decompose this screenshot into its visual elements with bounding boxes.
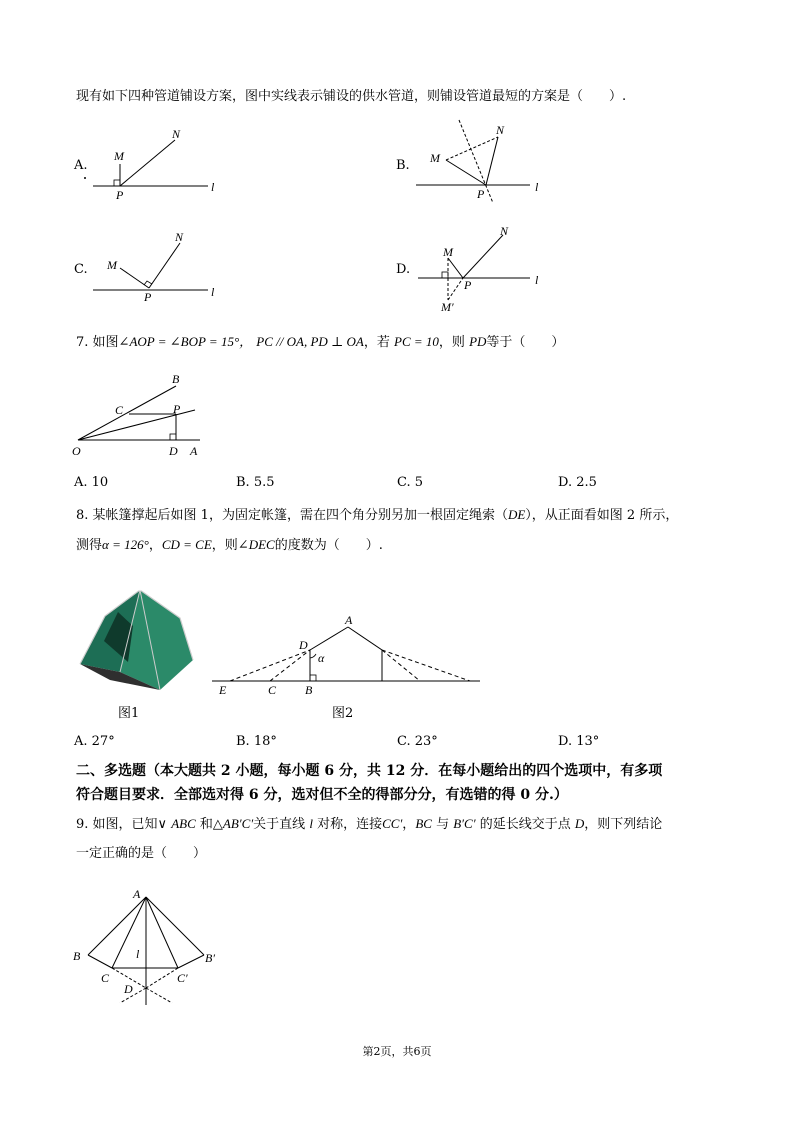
q6-option-d-label[interactable]: D. bbox=[396, 262, 411, 277]
q9-label-c-prime: C′ bbox=[177, 971, 188, 985]
q6a-label-p: P bbox=[116, 188, 124, 202]
fig1-caption: 图1 bbox=[118, 706, 140, 721]
q8-option-a[interactable]: A. 27° bbox=[74, 734, 115, 749]
q6b-label-p: P bbox=[477, 187, 485, 201]
q8-label-b: B bbox=[305, 683, 313, 697]
q9-label-a: A bbox=[133, 887, 141, 901]
q6c-label-m: M bbox=[107, 258, 117, 272]
q7-option-d[interactable]: D. 2.5 bbox=[558, 475, 597, 490]
q8-line1-b: ），从正面看如图 2 所示， bbox=[525, 508, 679, 523]
q6d-label-m-prime: M′ bbox=[441, 300, 454, 314]
q9-line1-abc: ABC bbox=[171, 816, 196, 831]
q6d-label-p: P bbox=[464, 278, 472, 292]
q8-label-a: A bbox=[345, 613, 353, 627]
q9-line1-abc2: △AB′C′ bbox=[212, 816, 254, 831]
q9-line1-cc: CC′ bbox=[382, 816, 403, 831]
q9-label-c: C bbox=[101, 971, 110, 985]
q6b-label-n: N bbox=[496, 123, 505, 137]
q8-option-d[interactable]: D. 13° bbox=[558, 734, 600, 749]
q7-stem-mid: ，若 bbox=[363, 335, 390, 350]
q6c-label-p: P bbox=[144, 290, 152, 304]
q7-label-p: P bbox=[173, 402, 181, 416]
fig2-caption: 图2 bbox=[332, 706, 354, 721]
q9-line1-bc: BC bbox=[415, 816, 432, 831]
q8-line2-d: 的度数为（ ）. bbox=[274, 538, 383, 553]
q7-option-a[interactable]: A. 10 bbox=[74, 475, 109, 490]
q6-option-b-label[interactable]: B. bbox=[396, 158, 410, 173]
q7-stem-math1: ∠AOP = ∠BOP = 15°， bbox=[118, 334, 253, 349]
q9-label-b: B bbox=[73, 949, 81, 963]
q8-option-b[interactable]: B. 18° bbox=[236, 734, 277, 749]
q9-line1-g: 的延长线交于点 bbox=[479, 817, 571, 832]
q8-line2-cd: CD = CE bbox=[161, 537, 212, 552]
q8-label-alpha: α bbox=[318, 651, 325, 665]
q7-label-o: O bbox=[72, 444, 81, 458]
q6d-label-m: M bbox=[443, 245, 453, 259]
q8-label-e: E bbox=[219, 683, 227, 697]
q7-stem-math4: PD bbox=[469, 334, 487, 349]
q6-stem: 现有如下四种管道铺设方案，图中实线表示铺设的供水管道，则铺设管道最短的方案是（ ）. bbox=[76, 89, 627, 104]
q9-line1-e: ， bbox=[402, 817, 416, 832]
q8-line2-angle: ∠DEC bbox=[237, 537, 275, 552]
q6a-label-m: M bbox=[114, 149, 124, 163]
q6-option-a-label[interactable]: A. bbox=[74, 158, 88, 173]
section2-heading-line1: 二、多选题（本大题共 2 小题，每小题 6 分，共 12 分．在每小题给出的四个选项中，有多项 bbox=[76, 763, 663, 779]
q9-line1-bc2: B′C′ bbox=[453, 816, 476, 831]
q7-label-a: A bbox=[190, 444, 198, 458]
q6a-label-l: l bbox=[211, 180, 215, 194]
q9-line1-c: 关于直线 bbox=[253, 817, 306, 832]
q7-stem-prefix: 7. 如图 bbox=[76, 335, 119, 350]
q6d-label-l: l bbox=[535, 273, 539, 287]
q9-line1-a: 9. 如图，已知∨ bbox=[76, 817, 168, 832]
q6b-label-l: l bbox=[535, 180, 539, 194]
q9-line1-h: ，则下列结论 bbox=[584, 817, 663, 832]
q9-line1-f: 与 bbox=[436, 817, 450, 832]
q9-line1-l: l bbox=[309, 816, 313, 831]
q8-line1-a: 8. 某帐篷撑起后如图 1，为固定帐篷，需在四个角分别另加一根固定绳索（ bbox=[76, 508, 508, 523]
page-footer: 第2页，共6页 bbox=[362, 1045, 432, 1058]
q9-label-l: l bbox=[136, 947, 140, 961]
q6c-label-l: l bbox=[211, 285, 215, 299]
q7-label-d: D bbox=[169, 444, 178, 458]
q7-option-c[interactable]: C. 5 bbox=[397, 475, 424, 490]
q7-stem-mid2: ，则 bbox=[438, 335, 465, 350]
q9-label-b-prime: B′ bbox=[205, 951, 215, 965]
q7-label-c: C bbox=[115, 403, 124, 417]
q8-line1-de: DE bbox=[507, 507, 526, 522]
q9-line1-d: 对称，连接 bbox=[317, 817, 383, 832]
q8-line2-c: ，则 bbox=[211, 538, 238, 553]
q8-label-d: D bbox=[299, 638, 308, 652]
q6a-label-n: N bbox=[172, 127, 181, 141]
q6c-label-n: N bbox=[175, 230, 184, 244]
q8-label-c: C bbox=[268, 683, 277, 697]
q6-option-c-label[interactable]: C. bbox=[74, 262, 88, 277]
q8-option-c[interactable]: C. 23° bbox=[397, 734, 438, 749]
q6b-label-m: M bbox=[430, 151, 440, 165]
section2-heading-line2: 符合题目要求．全部选对得 6 分，选对但不全的得部分分，有选错的得 0 分.） bbox=[76, 787, 568, 803]
q8-line2-b: ， bbox=[148, 538, 162, 553]
q9-line1-dpt: D bbox=[574, 816, 585, 831]
q9-line2: 一定正确的是（ ） bbox=[76, 846, 207, 861]
q7-stem-end: 等于（ ） bbox=[486, 335, 565, 350]
q8-line2-a: 测得 bbox=[76, 538, 103, 553]
q6d-label-n: N bbox=[500, 224, 509, 238]
q7-label-b: B bbox=[172, 372, 180, 386]
q7-stem-math2: PC // OA, PD ⊥ OA bbox=[256, 334, 364, 349]
q8-line2-alpha: α = 126° bbox=[102, 537, 149, 552]
q7-stem-math3: PC = 10 bbox=[394, 334, 439, 349]
q7-option-b[interactable]: B. 5.5 bbox=[236, 475, 275, 490]
q9-line1-b: 和 bbox=[199, 817, 213, 832]
q9-label-d: D bbox=[124, 982, 133, 996]
